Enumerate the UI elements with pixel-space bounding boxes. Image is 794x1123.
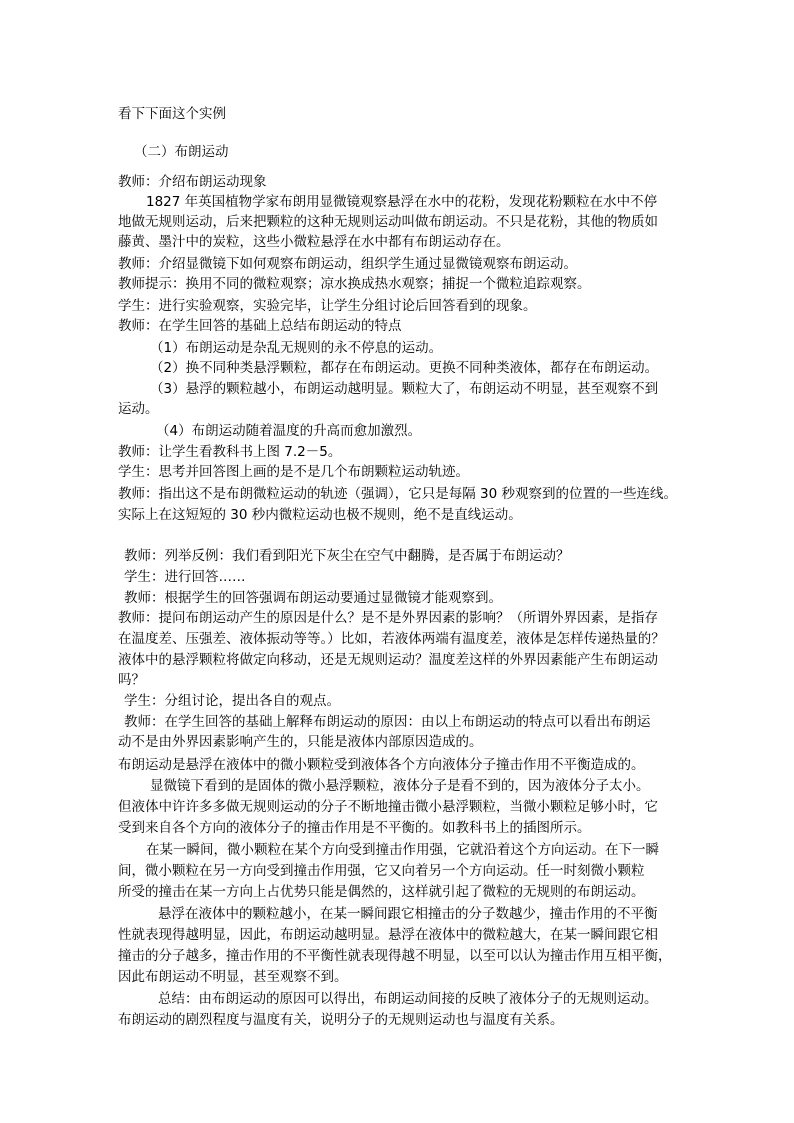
paragraph-line: 在某一瞬间，微小颗粒在某个方向受到撞击作用强，它就沿着这个方向运动。在下一瞬 xyxy=(146,842,659,858)
paragraph-line: 所受的撞击在某一方向上占优势只能是偶然的，这样就引起了微粒的无规则的布朗运动。 xyxy=(118,884,645,900)
section-title: （二）布朗运动 xyxy=(134,144,229,160)
paragraph-line: 间，微小颗粒在另一方向受到撞击作用强，它又向着另一个方向运动。任一时刻微小颗粒 xyxy=(118,863,645,879)
list-item: （4）布朗运动随着温度的升高而愈加激烈。 xyxy=(156,423,422,439)
paragraph-line: 教师：指出这不是布朗微粒运动的轨迹（强调），它只是每隔 30 秒观察到的位置的一些连线。 xyxy=(118,486,678,502)
paragraph-line: 液体中的悬浮颗粒将做定向移动，还是无规则运动？温度差这样的外界因素能产生布朗运动 xyxy=(118,652,658,668)
list-item: （1）布朗运动是杂乱无规则的永不停息的运动。 xyxy=(150,340,443,356)
paragraph-line: 显微镜下看到的是固体的微小悬浮颗粒，液体分子是看不到的，因为液体分子太小。 xyxy=(150,778,650,794)
paragraph-line: 布朗运动是悬浮在液体中的微小颗粒受到液体各个方向液体分子撞击作用不平衡造成的。 xyxy=(118,757,645,773)
paragraph-line: 教师：介绍布朗运动现象 xyxy=(118,174,267,190)
paragraph-line: 1827 年英国植物学家布朗用显微镜观察悬浮在水中的花粉，发现花粉颗粒在水中不停 xyxy=(146,194,658,210)
paragraph-line: 教师：根据学生的回答强调布朗运动要通过显微镜才能观察到。 xyxy=(124,590,502,606)
paragraph-line: 教师提示：换用不同的微粒观察；凉水换成热水观察；捕捉一个微粒追踪观察。 xyxy=(118,276,591,292)
paragraph-line: 因此布朗运动不明显，甚至观察不到。 xyxy=(118,969,348,985)
list-item-continuation: 运动。 xyxy=(118,401,159,417)
paragraph-line: 学生：思考并回答图上画的是不是几个布朗颗粒运动轨迹。 xyxy=(118,464,469,480)
paragraph-line: 教师：提问布朗运动产生的原因是什么？是不是外界因素的影响？（所谓外界因素，是指存 xyxy=(118,610,658,626)
paragraph-line: 教师：在学生回答的基础上总结布朗运动的特点 xyxy=(118,318,402,334)
paragraph-line: 教师：让学生看教科书上图 7.2－5。 xyxy=(118,444,342,460)
paragraph-line: 吗？ xyxy=(118,672,145,688)
paragraph-line: 受到来自各个方向的液体分子的撞击作用是不平衡的。如教科书上的插图所示。 xyxy=(118,820,591,836)
paragraph-line: 教师：在学生回答的基础上解释布朗运动的原因：由以上布朗运动的特点可以看出布朗运 xyxy=(124,714,651,730)
paragraph-line: 学生：进行实验观察，实验完毕，让学生分组讨论后回答看到的现象。 xyxy=(118,298,537,314)
list-item: （2）换不同种类悬浮颗粒，都存在布朗运动。更换不同种类液体，都存在布朗运动。 xyxy=(150,360,659,376)
intro-line: 看下下面这个实例 xyxy=(118,106,226,122)
paragraph-line: 藤黄、墨汁中的炭粒，这些小微粒悬浮在水中都有布朗运动存在。 xyxy=(118,234,510,250)
paragraph-line: 实际上在这短短的 30 秒内微粒运动也极不规则，绝不是直线运动。 xyxy=(118,507,522,523)
paragraph-line: 但液体中许许多多做无规则运动的分子不断地撞击微小悬浮颗粒，当微小颗粒足够小时，它 xyxy=(118,799,658,815)
paragraph-line: 撞击的分子越多，撞击作用的不平衡性就表现得越不明显，以至可以认为撞击作用互相平衡， xyxy=(118,948,672,964)
paragraph-line: 性就表现得越明显，因此，布朗运动越明显。悬浮在液体中的微粒越大，在某一瞬间跟它相 xyxy=(118,927,658,943)
list-item: （3）悬浮的颗粒越小，布朗运动越明显。颗粒大了，布朗运动不明显，甚至观察不到 xyxy=(150,381,659,397)
paragraph-line: 动不是由外界因素影响产生的，只能是液体内部原因造成的。 xyxy=(118,734,483,750)
paragraph-line: 总结：由布朗运动的原因可以得出，布朗运动间接的反映了液体分子的无规则运动。 xyxy=(158,991,658,1007)
paragraph-line: 教师：介绍显微镜下如何观察布朗运动，组织学生通过显微镜观察布朗运动。 xyxy=(118,256,577,272)
paragraph-line: 地做无规则运动，后来把颗粒的这种无规则运动叫做布朗运动。不只是花粉，其他的物质如 xyxy=(118,214,658,230)
paragraph-line: 学生：分组讨论，提出各自的观点。 xyxy=(124,693,340,709)
paragraph-line: 学生：进行回答…… xyxy=(124,569,246,585)
paragraph-line: 教师：列举反例：我们看到阳光下灰尘在空气中翻腾，是否属于布朗运动？ xyxy=(124,548,570,564)
paragraph-line: 布朗运动的剧烈程度与温度有关，说明分子的无规则运动也与温度有关系。 xyxy=(118,1012,564,1028)
paragraph-line: 在温度差、压强差、液体振动等等。）比如，若液体两端有温度差，液体是怎样传递热量的？ xyxy=(118,631,665,647)
paragraph-line: 悬浮在液体中的颗粒越小，在某一瞬间跟它相撞击的分子数越少，撞击作用的不平衡 xyxy=(158,906,658,922)
